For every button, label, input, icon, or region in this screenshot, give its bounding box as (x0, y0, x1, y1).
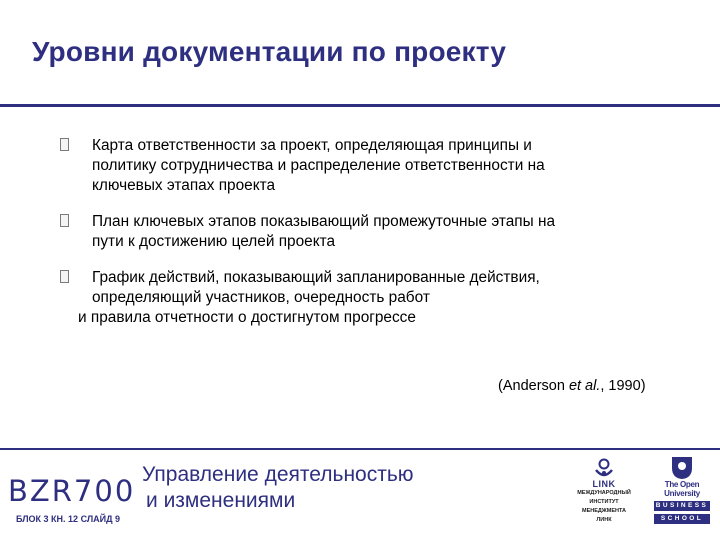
ou-wordmark-line1: The Open (664, 480, 700, 489)
slide-title: Уровни документации по проекту (32, 36, 507, 67)
bullet-text-line: ключевых этапах проекта (92, 177, 276, 194)
course-code: BZR700 (8, 474, 136, 508)
bullet-item-responsibility-map (58, 136, 658, 196)
bullet-list (58, 136, 658, 344)
course-name-line2: и изменениями (146, 489, 296, 512)
bullet-marker-icon (60, 214, 69, 227)
bullet-text-line: График действий, показывающий запланированные действия, (92, 269, 540, 286)
bullet-marker-icon (60, 138, 69, 151)
link-wordmark: LINK (592, 479, 616, 489)
footer-divider (0, 448, 720, 450)
link-institute-logo (566, 458, 642, 534)
link-caption-line: ИНСТИТУТ (589, 499, 619, 505)
citation-year: , 1990) (600, 378, 646, 394)
slide-reference: БЛОК 3 КН. 12 СЛАЙД 9 (16, 514, 121, 524)
citation-et-al: et al. (568, 378, 601, 394)
course-name-line1: Управление деятельностью (142, 463, 414, 486)
school-bar: SCHOOL (654, 514, 710, 524)
link-caption-line: ЛИНК (596, 517, 612, 523)
bullet-text-line: План ключевых этапов показывающий промежуточные этапы на (92, 213, 556, 230)
link-emblem-icon (593, 458, 615, 480)
bullet-item-activity-schedule (58, 268, 658, 328)
title-divider (0, 104, 720, 107)
link-caption-line: МЕЖДУНАРОДНЫЙ (577, 490, 631, 496)
business-bar: BUSINESS (655, 502, 709, 509)
bullet-text-line: и правила отчетности о достигнутом прогрессе (78, 309, 416, 326)
bullet-text-line: пути к достижению целей проекта (92, 233, 336, 250)
bullet-text-line: определяющий участников, очередность работ (92, 289, 430, 306)
bullet-item-milestone-plan (58, 212, 658, 252)
course-name (142, 462, 414, 514)
citation-author: (Anderson (498, 378, 569, 394)
bullet-text-line: Карта ответственности за проект, определяющая принципы и (92, 137, 532, 154)
open-university-logo (654, 456, 710, 524)
bullet-text-line: политику сотрудничества и распределение ответственности на (92, 157, 545, 174)
open-university-shield-icon (671, 456, 693, 480)
ou-wordmark-line2: University (664, 489, 700, 498)
link-caption-line: МЕНЕДЖМЕНТА (582, 508, 626, 514)
bullet-marker-icon (60, 270, 69, 283)
citation (498, 378, 646, 394)
